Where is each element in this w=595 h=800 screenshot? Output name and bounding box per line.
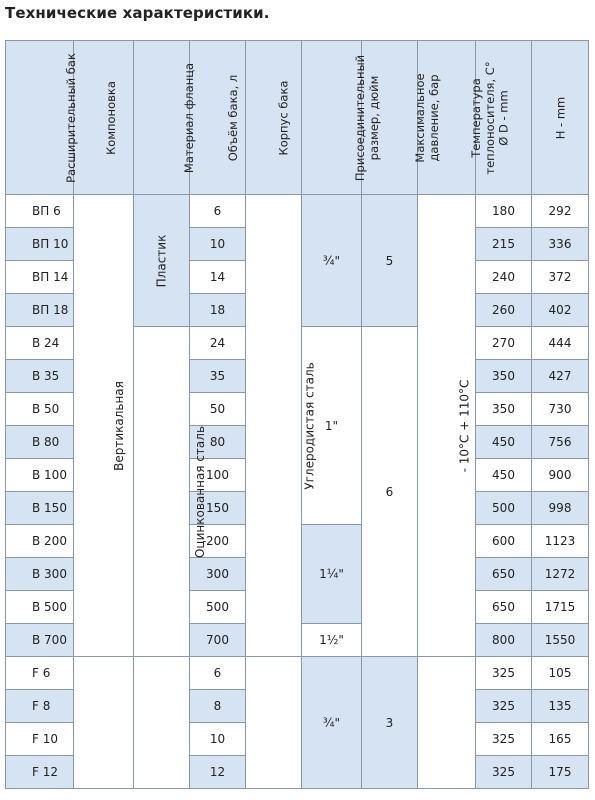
diameter-cell: 500 — [476, 492, 532, 525]
header-pressure: Максимальное давление, бар — [362, 41, 418, 195]
connection-cell: ¾" — [302, 657, 362, 789]
volume-cell: 18 — [190, 294, 246, 327]
volume-cell: 100 — [190, 459, 246, 492]
height-cell: 900 — [532, 459, 589, 492]
height-cell: 444 — [532, 327, 589, 360]
volume-cell: 700 — [190, 624, 246, 657]
diameter-cell: 350 — [476, 393, 532, 426]
header-temp: Температура теплоносителя, С° — [418, 41, 476, 195]
volume-cell: 150 — [190, 492, 246, 525]
model-cell: В 100 — [6, 459, 74, 492]
volume-cell: 35 — [190, 360, 246, 393]
model-cell: В 80 — [6, 426, 74, 459]
diameter-cell: 450 — [476, 426, 532, 459]
diameter-cell: 450 — [476, 459, 532, 492]
height-cell: 105 — [532, 657, 589, 690]
model-cell: F 6 — [6, 657, 74, 690]
volume-cell: 6 — [190, 657, 246, 690]
connection-cell: 1" — [302, 327, 362, 525]
spec-table — [5, 40, 589, 789]
diameter-cell: 325 — [476, 690, 532, 723]
diameter-cell: 325 — [476, 756, 532, 789]
flange-plastic-cell: Пластик — [134, 195, 190, 327]
diameter-cell: 215 — [476, 228, 532, 261]
diameter-cell: 600 — [476, 525, 532, 558]
layout-empty-cell — [74, 657, 134, 789]
pressure-cell: 3 — [362, 657, 418, 789]
height-cell: 427 — [532, 360, 589, 393]
model-cell: В 35 — [6, 360, 74, 393]
diameter-cell: 325 — [476, 723, 532, 756]
diameter-cell: 260 — [476, 294, 532, 327]
volume-cell: 50 — [190, 393, 246, 426]
volume-cell: 14 — [190, 261, 246, 294]
height-cell: 1123 — [532, 525, 589, 558]
connection-cell: ¾" — [302, 195, 362, 327]
layout-cell: Вертикальная — [74, 195, 134, 657]
header-diameter: Ø D - mm — [476, 41, 532, 195]
header-volume: Объём бака, л — [190, 41, 246, 195]
diameter-cell: 350 — [476, 360, 532, 393]
volume-cell: 10 — [190, 228, 246, 261]
model-cell: F 12 — [6, 756, 74, 789]
flange-steel-cell: Оцинкованная сталь — [134, 327, 190, 657]
header-tank: Расширительный бак — [6, 41, 74, 195]
volume-cell: 8 — [190, 690, 246, 723]
model-cell: F 10 — [6, 723, 74, 756]
connection-cell: 1½" — [302, 624, 362, 657]
volume-cell: 10 — [190, 723, 246, 756]
temp-cell: - 10°C + 110°C — [418, 195, 476, 657]
volume-cell: 300 — [190, 558, 246, 591]
diameter-cell: 240 — [476, 261, 532, 294]
volume-cell: 500 — [190, 591, 246, 624]
temp-empty-cell — [418, 657, 476, 789]
body-cell: Углеродистая сталь — [246, 195, 302, 657]
volume-cell: 24 — [190, 327, 246, 360]
header-connection: Присоединительный размер, дюйм — [302, 41, 362, 195]
header-row — [6, 41, 589, 195]
volume-cell: 200 — [190, 525, 246, 558]
model-cell: В 50 — [6, 393, 74, 426]
diameter-cell: 180 — [476, 195, 532, 228]
height-cell: 175 — [532, 756, 589, 789]
diameter-cell: 325 — [476, 657, 532, 690]
height-cell: 998 — [532, 492, 589, 525]
volume-cell: 80 — [190, 426, 246, 459]
diameter-cell: 270 — [476, 327, 532, 360]
model-cell: ВП 14 — [6, 261, 74, 294]
model-cell: В 500 — [6, 591, 74, 624]
height-cell: 730 — [532, 393, 589, 426]
height-cell: 1272 — [532, 558, 589, 591]
model-cell: В 24 — [6, 327, 74, 360]
page-title: Технические характеристики. — [5, 4, 270, 22]
model-cell: ВП 10 — [6, 228, 74, 261]
height-cell: 372 — [532, 261, 589, 294]
model-cell: ВП 18 — [6, 294, 74, 327]
height-cell: 1550 — [532, 624, 589, 657]
header-flange: Материал фланца — [134, 41, 190, 195]
table-row — [6, 657, 589, 690]
model-cell: В 300 — [6, 558, 74, 591]
height-cell: 165 — [532, 723, 589, 756]
height-cell: 1715 — [532, 591, 589, 624]
diameter-cell: 650 — [476, 591, 532, 624]
diameter-cell: 650 — [476, 558, 532, 591]
height-cell: 135 — [532, 690, 589, 723]
flange-empty-cell — [134, 657, 190, 789]
header-height: H - mm — [532, 41, 589, 195]
height-cell: 292 — [532, 195, 589, 228]
header-body: Корпус бака — [246, 41, 302, 195]
diameter-cell: 800 — [476, 624, 532, 657]
height-cell: 756 — [532, 426, 589, 459]
volume-cell: 12 — [190, 756, 246, 789]
model-cell: В 700 — [6, 624, 74, 657]
table-row — [6, 195, 589, 228]
connection-cell: 1¼" — [302, 525, 362, 624]
height-cell: 336 — [532, 228, 589, 261]
model-cell: В 150 — [6, 492, 74, 525]
model-cell: ВП 6 — [6, 195, 74, 228]
model-cell: В 200 — [6, 525, 74, 558]
header-layout: Компоновка — [74, 41, 134, 195]
pressure-cell: 6 — [362, 327, 418, 657]
model-cell: F 8 — [6, 690, 74, 723]
height-cell: 402 — [532, 294, 589, 327]
pressure-cell: 5 — [362, 195, 418, 327]
volume-cell: 6 — [190, 195, 246, 228]
body-empty-cell — [246, 657, 302, 789]
